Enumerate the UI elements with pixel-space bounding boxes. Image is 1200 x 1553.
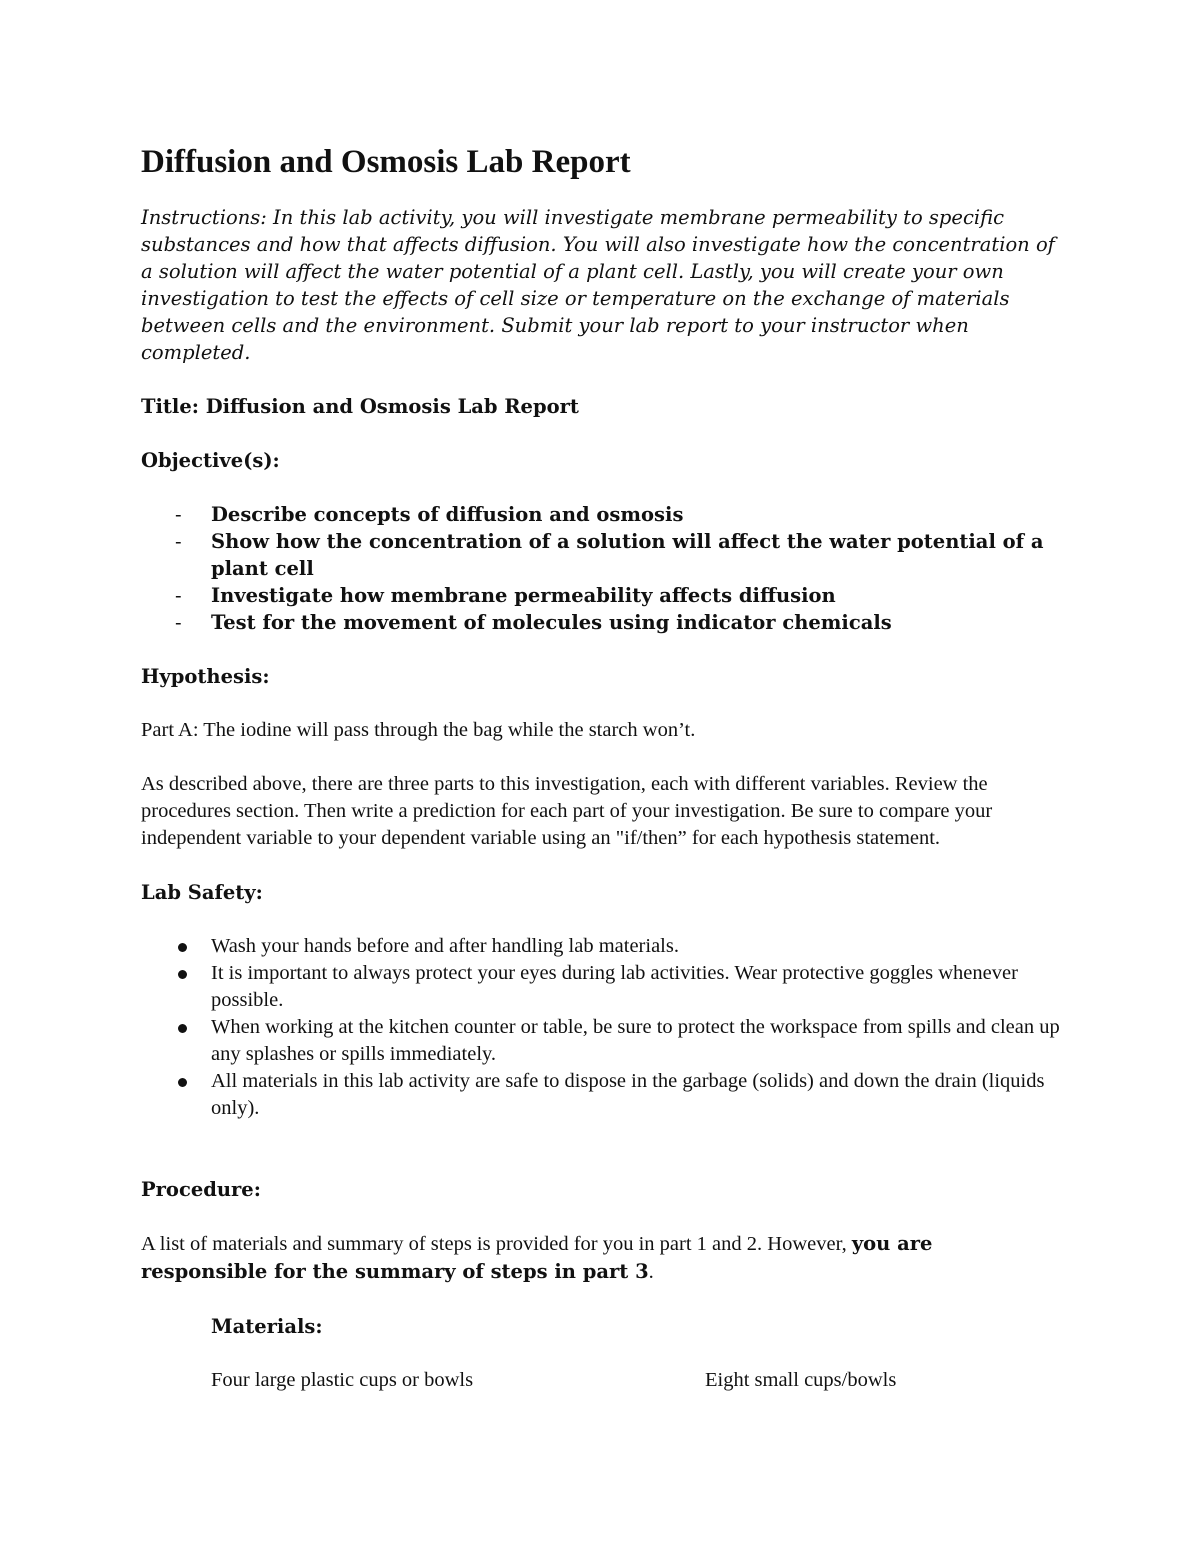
- hypothesis-heading: Hypothesis:: [141, 665, 270, 688]
- bullet-icon: [178, 1024, 187, 1033]
- procedure-end: .: [648, 1261, 654, 1283]
- objective-text: Describe concepts of diffusion and osmosis: [211, 503, 684, 526]
- objectives-heading: Objective(s):: [141, 449, 280, 472]
- procedure-paragraph: [141, 1230, 1061, 1286]
- document-title: Diffusion and Osmosis Lab Report: [141, 144, 631, 180]
- safety-text: It is important to always protect your eyes during lab activities. Wear protective goggles whenever possible.: [211, 962, 1018, 1011]
- instructions-paragraph: Instructions: In this lab activity, you will investigate membrane permeability to specific substances and how that affects diffusion. You will also investigate how the concentration of a solution will affect the water potential of a plant cell. Lastly, you will create your own investigation to test the effects of cell size or temperature on the exchange of materials between cells and the environment. Submit your lab report to your instructor when completed.: [141, 206, 1055, 364]
- safety-item: [141, 1068, 1061, 1122]
- safety-item: [141, 933, 1061, 960]
- lab-safety-heading: Lab Safety:: [141, 881, 263, 904]
- procedure-text: A list of materials and summary of steps is provided for you in part 1 and 2. However,: [141, 1233, 852, 1255]
- report-title: Title: Diffusion and Osmosis Lab Report: [141, 395, 579, 418]
- material-item: Eight small cups/bowls: [705, 1369, 897, 1391]
- hypothesis-part-a: Part A: The iodine will pass through the bag while the starch won’t.: [141, 719, 696, 741]
- bullet-icon: [178, 970, 187, 979]
- document-page: [141, 140, 1061, 1394]
- objective-text: Show how the concentration of a solution will affect the water potential of a plant cell: [211, 530, 1044, 580]
- safety-item: [141, 960, 1061, 1014]
- safety-text: Wash your hands before and after handling lab materials.: [211, 935, 679, 957]
- dash-marker: -: [175, 530, 182, 553]
- hypothesis-instructions: As described above, there are three parts to this investigation, each with different variables. Review the procedures section. Then write a prediction for each part of your investigation. Be sure to compare your independent variable to your dependent variable using an "if/then” for each hypothesis statement.: [141, 773, 993, 849]
- objective-text: Test for the movement of molecules using indicator chemicals: [211, 611, 892, 634]
- material-item: Four large plastic cups or bowls: [211, 1369, 474, 1391]
- procedure-heading: Procedure:: [141, 1178, 261, 1201]
- materials-section: [141, 1313, 1061, 1394]
- bullet-icon: [178, 1078, 187, 1087]
- dash-marker: -: [175, 611, 182, 634]
- lab-safety-list: [141, 933, 1061, 1122]
- materials-row: [211, 1367, 1061, 1394]
- objectives-list: [141, 501, 1061, 636]
- bullet-icon: [178, 943, 187, 952]
- materials-heading: Materials:: [211, 1315, 323, 1338]
- dash-marker: -: [175, 503, 182, 526]
- dash-marker: -: [175, 584, 182, 607]
- safety-text: When working at the kitchen counter or table, be sure to protect the workspace from spills and clean up any splashes or spills immediately.: [211, 1016, 1060, 1065]
- safety-item: [141, 1014, 1061, 1068]
- objective-item: [141, 609, 1061, 636]
- objective-text: Investigate how membrane permeability affects diffusion: [211, 584, 836, 607]
- procedure-bold-text: you are responsible for the summary of steps in part 3: [141, 1232, 933, 1283]
- objective-item: [141, 528, 1061, 582]
- objective-item: [141, 501, 1061, 528]
- safety-text: All materials in this lab activity are safe to dispose in the garbage (solids) and down the drain (liquids only).: [211, 1070, 1045, 1119]
- objective-item: [141, 582, 1061, 609]
